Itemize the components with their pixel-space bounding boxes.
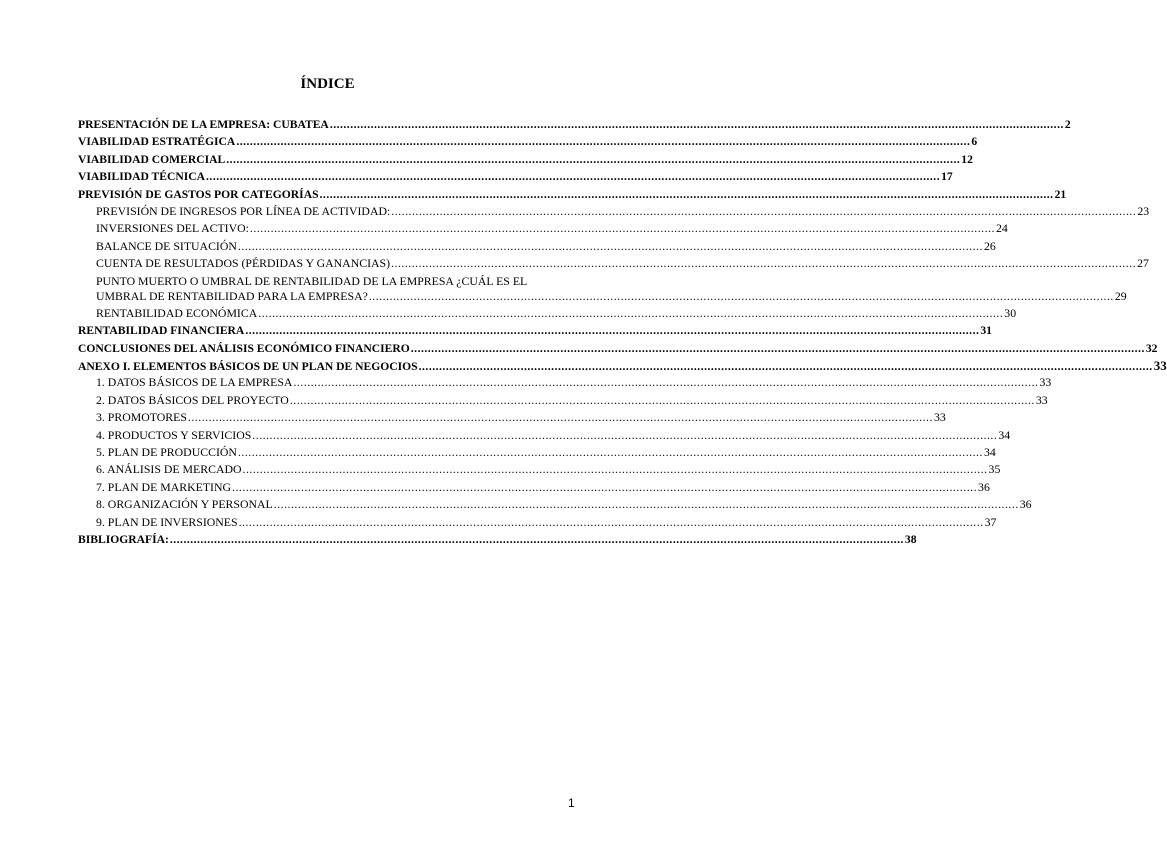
toc-page-number: 6 xyxy=(971,135,978,149)
toc-entry-anexo-i[interactable] xyxy=(78,358,1167,375)
dot-leader xyxy=(290,393,1035,408)
toc-entry-plan-marketing[interactable] xyxy=(78,479,990,497)
toc-entry-title: ANEXO I. ELEMENTOS BÁSICOS DE UN PLAN DE NEGOCIOS xyxy=(78,360,418,374)
table-of-contents xyxy=(78,117,1167,549)
dot-leader xyxy=(243,462,988,477)
dot-leader xyxy=(238,445,983,460)
toc-entry-datos-empresa[interactable] xyxy=(78,375,1052,392)
toc-page-number: 17 xyxy=(941,170,953,184)
toc-page-number: 26 xyxy=(983,238,996,253)
toc-page-number: 27 xyxy=(1137,256,1149,271)
dot-leader xyxy=(206,169,940,184)
toc-entry-title: PRESENTACIÓN DE LA EMPRESA: CUBATEA xyxy=(78,118,329,131)
toc-entry-productos-servicios[interactable] xyxy=(78,427,1011,445)
toc-entry-inversiones-activo[interactable] xyxy=(78,221,1008,238)
toc-entry-balance-situacion[interactable] xyxy=(78,238,996,256)
toc-entry-title: CONCLUSIONES DEL ANÁLISIS ECONÓMICO FINANCIERO xyxy=(78,341,410,355)
toc-page-number: 33 xyxy=(933,410,946,425)
toc-entry-bibliografia[interactable] xyxy=(78,532,917,549)
dot-leader xyxy=(232,480,977,495)
toc-entry-datos-proyecto[interactable] xyxy=(78,392,1048,410)
toc-entry-prevision-gastos[interactable] xyxy=(78,187,1067,204)
toc-page-number: 2 xyxy=(1064,118,1071,131)
toc-page-number: 36 xyxy=(978,479,990,494)
dot-leader xyxy=(320,187,1054,202)
toc-page-number: 34 xyxy=(983,445,996,460)
dot-leader xyxy=(252,428,997,443)
toc-page-number: 38 xyxy=(904,532,917,546)
toc-entry-title: PREVISIÓN DE INGRESOS POR LÍNEA DE ACTIVIDAD: xyxy=(96,203,391,218)
toc-entry-viabilidad-tecnica[interactable] xyxy=(78,169,953,186)
toc-page-number: 33 xyxy=(1153,358,1167,374)
toc-entry-title: VIABILIDAD COMERCIAL xyxy=(78,152,226,166)
toc-entry-title: VIABILIDAD ESTRATÉGICA xyxy=(78,135,236,149)
page-number: 1 xyxy=(568,796,575,810)
toc-entry-rentabilidad-economica[interactable] xyxy=(78,305,1017,323)
dot-leader xyxy=(391,256,1136,271)
toc-entry-title-line2: UMBRAL DE RENTABILIDAD PARA LA EMPRESA? xyxy=(96,288,368,303)
dot-leader xyxy=(274,497,1019,512)
toc-entry-viabilidad-comercial[interactable] xyxy=(78,152,973,169)
dot-leader xyxy=(250,221,995,236)
dot-leader xyxy=(238,239,983,254)
toc-page-number: 35 xyxy=(988,462,1001,477)
toc-entry-title: 8. ORGANIZACIÓN Y PERSONAL xyxy=(96,497,273,512)
dot-leader xyxy=(239,515,984,530)
toc-page-number: 23 xyxy=(1137,203,1150,218)
toc-entry-title: BIBLIOGRAFÍA: xyxy=(78,532,169,546)
toc-entry-title: INVERSIONES DEL ACTIVO: xyxy=(96,221,249,236)
toc-entry-title: 9. PLAN DE INVERSIONES xyxy=(96,514,238,529)
dot-leader xyxy=(170,532,904,547)
toc-page-number: 37 xyxy=(984,514,997,529)
toc-entry-title: 5. PLAN DE PRODUCCIÓN xyxy=(96,445,237,460)
toc-entry-title: PREVISIÓN DE GASTOS POR CATEGORÍAS xyxy=(78,187,319,201)
toc-page-number: 36 xyxy=(1019,497,1032,512)
dot-leader xyxy=(411,341,1145,356)
dot-leader xyxy=(258,306,1003,321)
toc-page-number: 21 xyxy=(1054,187,1067,201)
dot-leader xyxy=(369,289,1114,304)
toc-entry-rentabilidad-financiera[interactable] xyxy=(78,323,992,340)
toc-entry-title: VIABILIDAD TÉCNICA xyxy=(78,170,206,184)
toc-entry-title: RENTABILIDAD ECONÓMICA xyxy=(96,305,258,320)
toc-entry-plan-produccion[interactable] xyxy=(78,445,996,462)
toc-entry-organizacion-personal[interactable] xyxy=(78,497,1032,514)
toc-entry-presentacion[interactable] xyxy=(78,117,1071,134)
toc-entry-title: BALANCE DE SITUACIÓN xyxy=(96,238,237,253)
toc-page-number: 12 xyxy=(961,152,973,166)
dot-leader xyxy=(391,204,1136,219)
toc-page-number: 34 xyxy=(998,427,1011,442)
dot-leader xyxy=(419,359,1153,374)
toc-entry-title: RENTABILIDAD FINANCIERA xyxy=(78,324,245,338)
toc-entry-title: 7. PLAN DE MARKETING xyxy=(96,479,232,494)
dot-leader xyxy=(236,134,970,149)
toc-entry-title: 2. DATOS BÁSICOS DEL PROYECTO xyxy=(96,392,289,407)
toc-entry-cuenta-resultados[interactable] xyxy=(78,256,1149,273)
toc-entry-analisis-mercado[interactable] xyxy=(78,462,1001,479)
toc-entry-title: 1. DATOS BÁSICOS DE LA EMPRESA xyxy=(96,375,293,390)
toc-entry-punto-muerto[interactable] xyxy=(78,273,1127,306)
toc-page-number: 33 xyxy=(1039,375,1052,390)
dot-leader xyxy=(293,375,1038,390)
toc-entry-title: 6. ANÁLISIS DE MERCADO xyxy=(96,462,242,477)
toc-page-number: 32 xyxy=(1145,341,1158,355)
toc-entry-promotores[interactable] xyxy=(78,410,946,427)
toc-entry-prevision-ingresos[interactable] xyxy=(78,203,1150,221)
toc-page-number: 31 xyxy=(980,324,992,338)
toc-entry-title-line1: PUNTO MUERTO O UMBRAL DE RENTABILIDAD DE LA EMPRESA ¿CUÁL ES EL xyxy=(96,273,528,288)
page-title: ÍNDICE xyxy=(300,76,355,92)
toc-entry-title: 3. PROMOTORES xyxy=(96,410,187,425)
toc-page-number: 30 xyxy=(1004,305,1017,320)
toc-entry-viabilidad-estrategica[interactable] xyxy=(78,134,978,151)
toc-entry-title: 4. PRODUCTOS Y SERVICIOS xyxy=(96,427,252,442)
toc-page-number: 24 xyxy=(995,221,1008,236)
dot-leader xyxy=(245,323,979,338)
toc-page-number: 29 xyxy=(1114,288,1127,303)
toc-entry-plan-inversiones[interactable] xyxy=(78,514,997,532)
dot-leader xyxy=(226,152,960,167)
dot-leader xyxy=(330,117,1064,132)
toc-entry-title: CUENTA DE RESULTADOS (PÉRDIDAS Y GANANCIAS) xyxy=(96,256,391,271)
toc-entry-conclusiones[interactable] xyxy=(78,341,1158,358)
dot-leader xyxy=(188,410,933,425)
toc-page-number: 33 xyxy=(1035,392,1048,407)
